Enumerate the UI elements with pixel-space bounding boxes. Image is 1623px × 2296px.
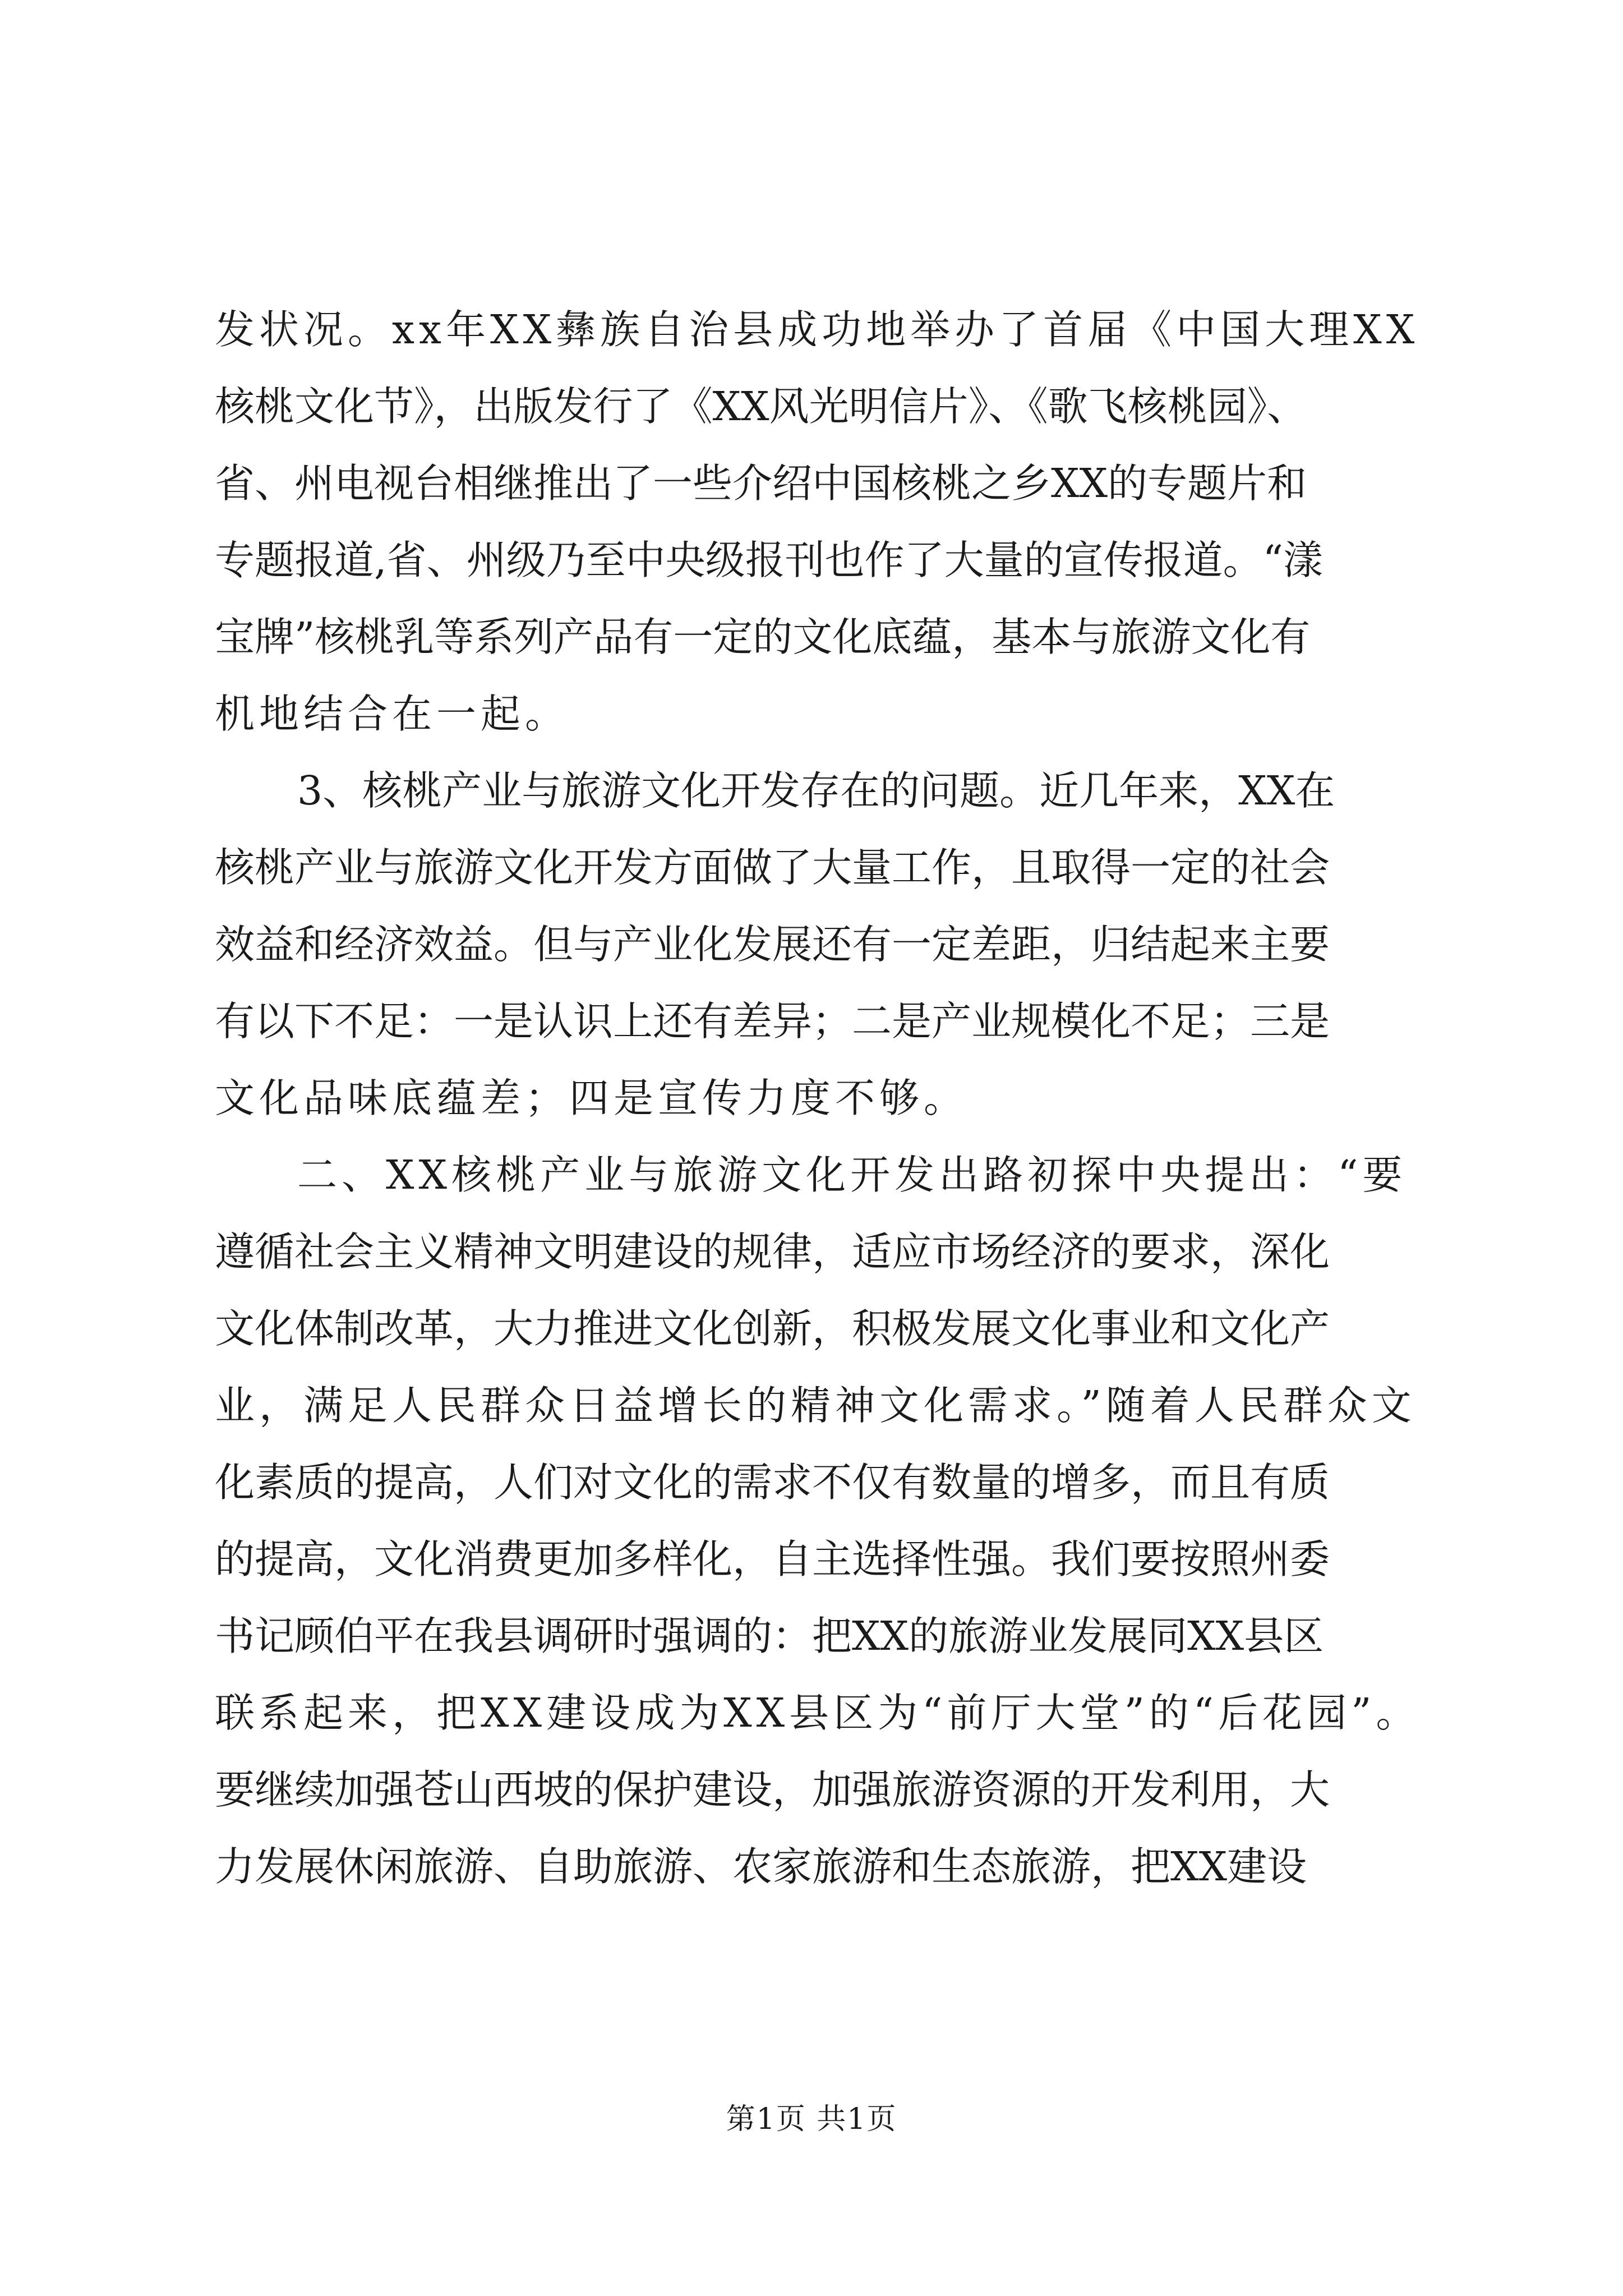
text-line-15: 业，满足人民群众日益增长的精神文化需求。”随着人民群众文 — [215, 1382, 1416, 1429]
text-line-9: 效益和经济效益。但与产业化发展还有一定差距，归结起来主要 — [215, 921, 1330, 968]
text-line-4: 专题报道,省、州级乃至中央级报刊也作了大量的宣传报道。“漾 — [215, 537, 1323, 583]
text-line-17: 的提高，文化消费更加多样化，自主选择性强。我们要按照州委 — [215, 1536, 1330, 1582]
page-number-footer: 第1页 共1页 — [726, 2102, 897, 2136]
text-line-13: 遵循社会主义精神文明建设的规律，适应市场经济的要求，深化 — [215, 1228, 1330, 1275]
text-line-8: 核桃产业与旅游文化开发方面做了大量工作，且取得一定的社会 — [215, 844, 1330, 891]
text-line-1: 发状况。xx年XX彝族自治县成功地举办了首届《中国大理XX — [215, 306, 1419, 353]
text-line-5: 宝牌”核桃乳等系列产品有一定的文化底蕴，基本与旅游文化有 — [215, 614, 1311, 660]
text-line-2: 核桃文化节》，出版发行了《XX风光明信片》、《歌飞核桃园》、 — [215, 383, 1307, 430]
text-line-3: 省、州电视台相继推出了一些介绍中国核桃之乡XX的专题片和 — [215, 460, 1307, 507]
text-line-16: 化素质的提高，人们对文化的需求不仅有数量的增多，而且有质 — [215, 1459, 1330, 1506]
text-line-18: 书记顾伯平在我县调研时强调的：把XX的旅游业发展同XX县区 — [215, 1613, 1324, 1659]
text-line-6: 机地结合在一起。 — [215, 691, 570, 737]
text-line-14: 文化体制改革，大力推进文化创新，积极发展文化事业和文化产 — [215, 1305, 1330, 1352]
text-line-11: 文化品味底蕴差；四是宣传力度不够。 — [215, 1075, 969, 1121]
text-line-10: 有以下不足：一是认识上还有差异；二是产业规模化不足；三是 — [215, 998, 1330, 1045]
text-line-12: 二、XX核桃产业与旅游文化开发出路初探中央提出：“要 — [297, 1152, 1407, 1198]
text-line-20: 要继续加强苍山西坡的保护建设，加强旅游资源的开发利用，大 — [215, 1766, 1330, 1813]
text-line-7: 3、核桃产业与旅游文化开发存在的问题。近几年来，XX在 — [297, 767, 1335, 814]
text-line-19: 联系起来，把XX建设成为XX县区为“前厅大堂”的“后花园”。 — [215, 1690, 1421, 1736]
text-line-21: 力发展休闲旅游、自助旅游、农家旅游和生态旅游，把XX建设 — [215, 1843, 1307, 1890]
